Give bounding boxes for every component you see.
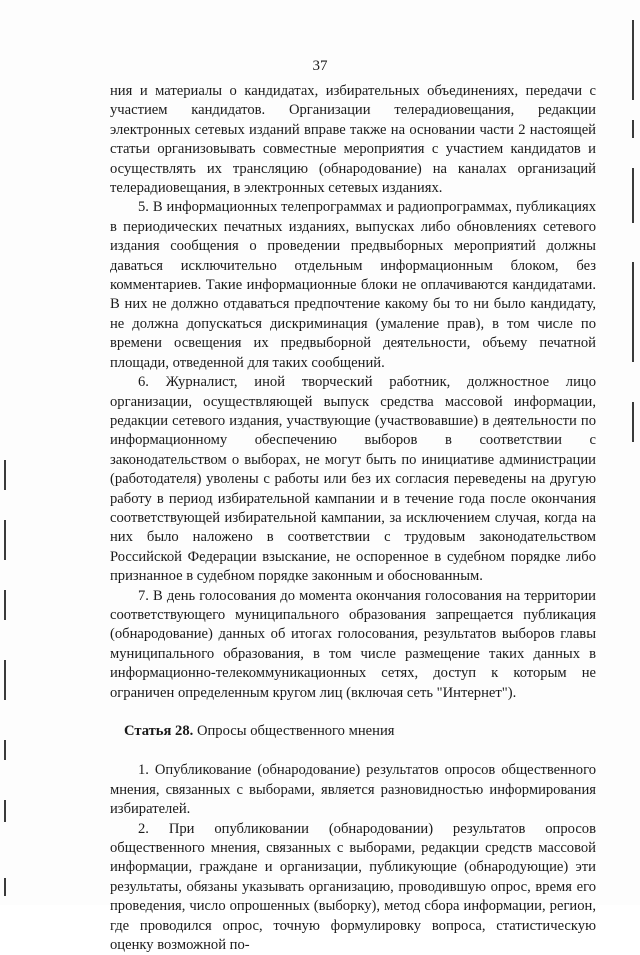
scan-mark-left-7 (4, 878, 6, 896)
paragraph-5: 5. В информационных телепрограммах и радиопрограммах, публикациях в периодических печатных изданиях, выпусках либо обновлениях сетевого издания сообщения о проведении предвыборных мероприятий должны даваться исключительно отдельным информационным блоком, без комментариев. Такие информационные блоки не оплачиваются кандидатами. В них не должно отдаваться предпочтение какому бы то ни было кандидату, не должна допускаться дискриминация (умаление прав), в том числе по времени освещения их предвыборной деятельности, объему печатной площади, отведенной для таких сообщений. (110, 199, 596, 371)
paragraph-continuation: ния и материалы о кандидатах, избирательных объединениях, передачи с участием кандидатов. Организации телерадиовещания, редакции электронных сетевых изданий вправе также на основании части 2 настоящей статьи организовывать совместные мероприятия с участием кандидатов и осуществлять их трансляцию (обнародование) на каналах организаций телерадиовещания, в электронных сетевых изданиях. (110, 83, 596, 197)
paragraph-7: 7. В день голосования до момента окончания голосования на территории соответствующего муниципального образования запрещается публикация (обнародование) данных об итогах голосования, результатов выборов главы муниципального образования, в том числе размещение таких данных в информационно-телекоммуникационных сетях, доступ к которым не ограничен определенным кругом лиц (включая сеть "Интернет"). (110, 587, 596, 701)
article-heading (110, 722, 596, 741)
scan-mark-right-2 (632, 120, 634, 138)
scan-mark-left-3 (4, 590, 6, 620)
scan-mark-left-5 (4, 740, 6, 760)
article-label: Статья 28. (124, 723, 194, 739)
scan-mark-right-4 (632, 262, 634, 362)
scan-mark-right-1 (632, 20, 634, 100)
page-number: 37 (312, 58, 328, 74)
scan-mark-left-6 (4, 800, 6, 822)
paragraph-6: 6. Журналист, иной творческий работник, должностное лицо организации, осуществляющей выпуск средства массовой информации, редакции сетевого издания, участвующие (участвовавшие) в деятельности по информационному обеспечению выборов в соответствии с законодательством о выборах, не могут быть по инициативе администрации (работодателя) уволены с работы или без их согласия переведены на другую работу в период избирательной кампании и в течение года после окончания соответствующей избирательной кампании, за исключением случая, когда на них было наложено в соответствии с трудовым законодательством Российской Федерации взыскание, не оспоренное в судебном порядке либо признанное в судебном порядке законным и обоснованным. (110, 374, 596, 585)
scan-mark-left-2 (4, 520, 6, 560)
document-body (110, 82, 596, 955)
scan-mark-right-5 (632, 402, 634, 442)
scan-mark-left-4 (4, 660, 6, 700)
article-title: Опросы общественного мнения (196, 723, 395, 739)
scan-mark-left-1 (4, 460, 6, 490)
article-paragraph-1: 1. Опубликование (обнародование) результатов опросов общественного мнения, связанных с выборами, является разновидностью информирования избирателей. (110, 762, 596, 818)
scan-mark-right-3 (632, 168, 634, 223)
article-paragraph-2: 2. При опубликовании (обнародовании) результатов опросов общественного мнения, связанных с выборами, редакции средств массовой информации, граждане и организации, публикующие (обнародующие) эти результаты, обязаны указывать организацию, проводившую опрос, время его проведения, число опрошенных (выборку), метод сбора информации, регион, где проводился опрос, точную формулировку вопроса, статистическую оценку возможной по- (110, 820, 596, 954)
